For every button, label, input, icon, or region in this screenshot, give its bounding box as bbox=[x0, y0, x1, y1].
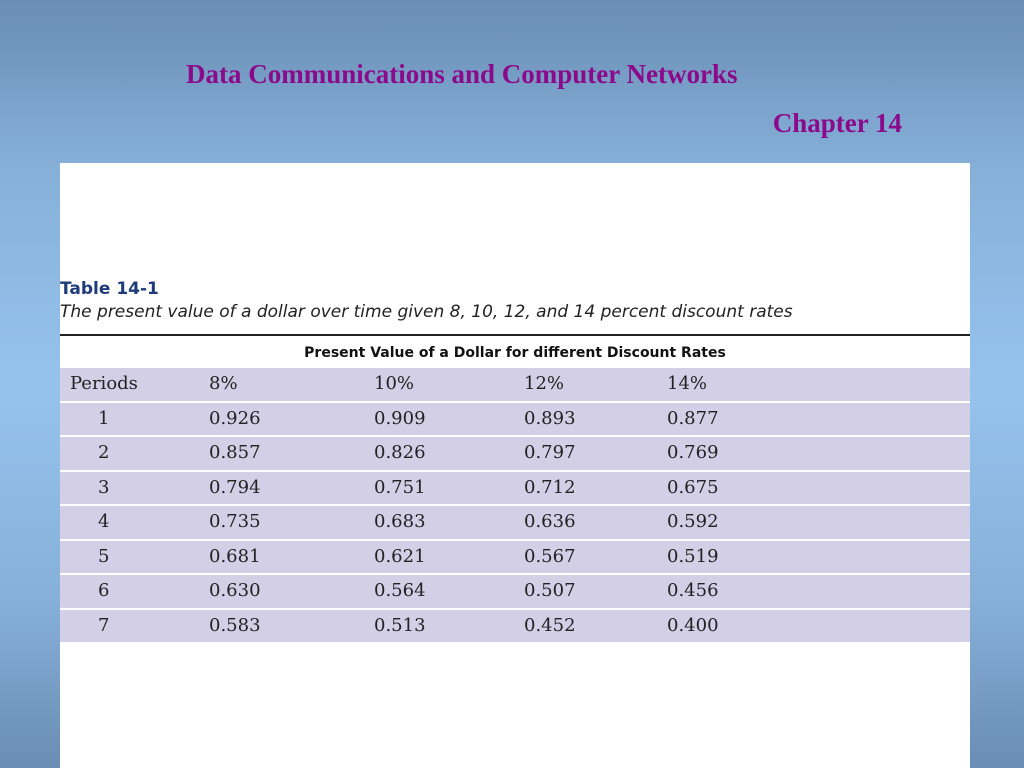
value-cell: 0.893 bbox=[524, 407, 576, 429]
value-cell: 0.909 bbox=[374, 407, 426, 429]
value-cell: 0.926 bbox=[209, 407, 261, 429]
slide-subtitle: Chapter 14 bbox=[772, 108, 902, 138]
value-cell: 0.564 bbox=[374, 580, 426, 601]
table-row bbox=[60, 506, 970, 541]
value-cell: 0.621 bbox=[374, 545, 426, 567]
period-cell: 5 bbox=[98, 545, 110, 567]
value-cell: 0.735 bbox=[209, 511, 261, 532]
table-number: Table 14-1 bbox=[60, 279, 159, 299]
value-cell: 0.797 bbox=[524, 442, 576, 463]
table-row bbox=[60, 575, 970, 610]
slide-title: Data Communications and Computer Networks bbox=[186, 59, 738, 89]
table-row bbox=[60, 472, 970, 507]
period-cell: 2 bbox=[98, 442, 110, 463]
table-row bbox=[60, 541, 970, 576]
value-cell: 0.751 bbox=[374, 476, 426, 498]
value-cell: 0.675 bbox=[667, 476, 719, 498]
table-body bbox=[60, 368, 970, 644]
table-row bbox=[60, 610, 970, 645]
value-cell: 0.877 bbox=[667, 407, 719, 429]
table-header-row bbox=[60, 368, 970, 403]
value-cell: 0.567 bbox=[524, 545, 576, 567]
period-cell: 7 bbox=[98, 614, 110, 636]
column-header-12-percent: 12% bbox=[524, 373, 565, 394]
column-header-14-percent: 14% bbox=[667, 373, 708, 394]
value-cell: 0.794 bbox=[209, 476, 261, 498]
table-row bbox=[60, 437, 970, 472]
value-cell: 0.681 bbox=[209, 545, 261, 567]
period-cell: 3 bbox=[98, 476, 110, 498]
value-cell: 0.583 bbox=[209, 614, 261, 636]
period-cell: 6 bbox=[98, 580, 110, 601]
value-cell: 0.826 bbox=[374, 442, 426, 463]
value-cell: 0.636 bbox=[524, 511, 576, 532]
value-cell: 0.456 bbox=[667, 580, 719, 601]
value-cell: 0.400 bbox=[667, 614, 719, 636]
period-cell: 4 bbox=[98, 511, 110, 532]
table-panel bbox=[60, 163, 970, 768]
column-header-periods: Periods bbox=[70, 373, 138, 394]
table-caption bbox=[60, 278, 970, 324]
value-cell: 0.507 bbox=[524, 580, 576, 601]
table-top-rule bbox=[60, 334, 970, 336]
table-heading: Present Value of a Dollar for different Discount Rates bbox=[304, 345, 726, 361]
value-cell: 0.592 bbox=[667, 511, 719, 532]
value-cell: 0.857 bbox=[209, 442, 261, 463]
value-cell: 0.769 bbox=[667, 442, 719, 463]
value-cell: 0.683 bbox=[374, 511, 426, 532]
column-header-10-percent: 10% bbox=[374, 373, 415, 394]
value-cell: 0.519 bbox=[667, 545, 719, 567]
value-cell: 0.712 bbox=[524, 476, 576, 498]
column-header-8-percent: 8% bbox=[209, 373, 238, 394]
value-cell: 0.452 bbox=[524, 614, 576, 636]
period-cell: 1 bbox=[98, 407, 110, 429]
table-row bbox=[60, 403, 970, 438]
value-cell: 0.630 bbox=[209, 580, 261, 601]
table-description: The present value of a dollar over time given 8, 10, 12, and 14 percent discount rates bbox=[60, 302, 793, 322]
value-cell: 0.513 bbox=[374, 614, 426, 636]
